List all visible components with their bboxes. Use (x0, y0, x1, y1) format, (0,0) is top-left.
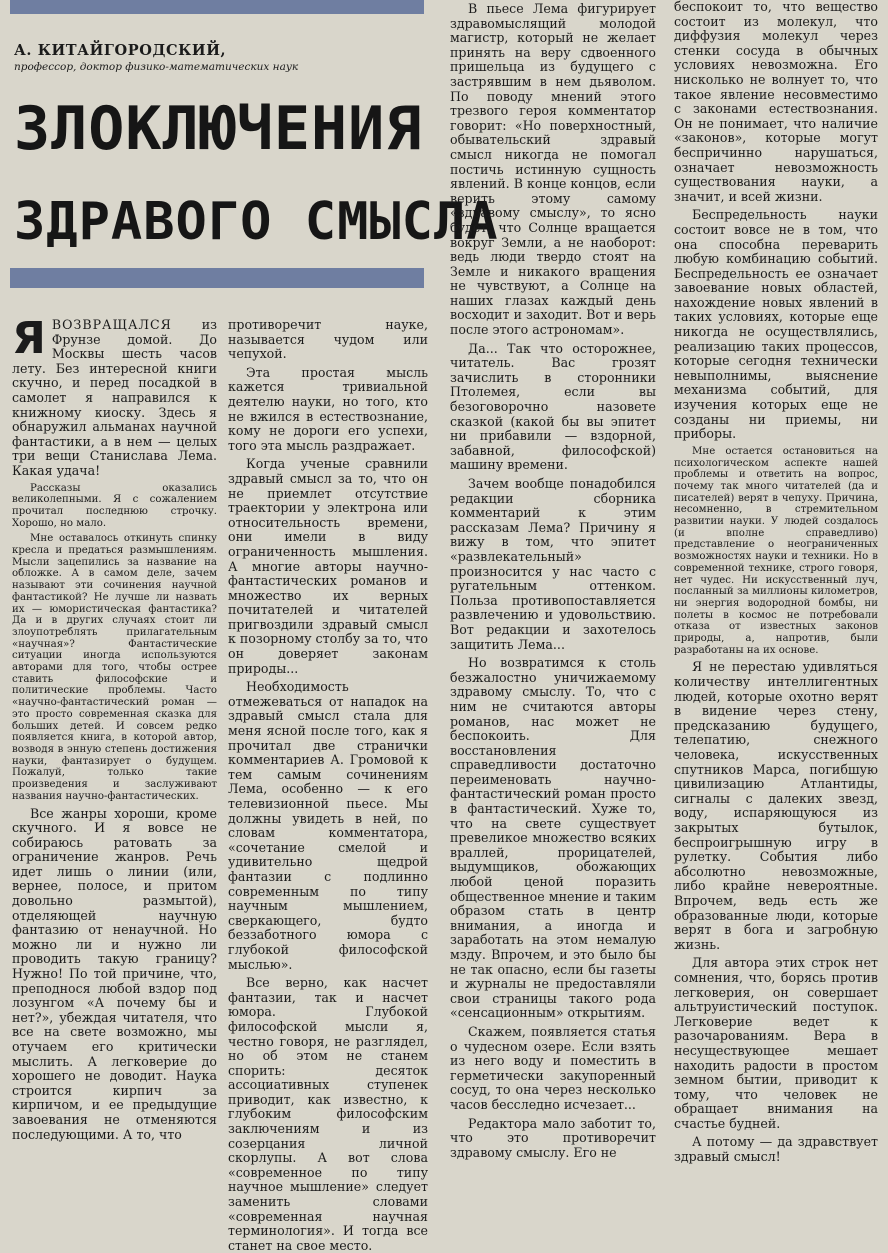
article-column-1 (12, 313, 217, 1142)
paragraph: В пьесе Лема фигурирует здравомыслящий молодой магистр, который не желает принять на веру сдвоенного пришельца из будущего с застрявшим в нем дьяволом. По поводу мнений этого трезвого героя комментатор говорит: «Но поверхностный, обывательский здравый смысл никогда не помогал постичь истинную сущность явлений. В конце концов, если верить этому самому «здравому смыслу», то ясно будет, что Солнце вращается вокруг Земли, а не наоборот: ведь люди твердо стоят на Земле и никакого вращения не чувствуют, а Солнце на наших глазах каждый день восходит и заходит. Вот и верь после этого астрономам». (450, 1, 656, 338)
headline-line-1: ЗЛОКЛЮЧЕНИЯ (14, 94, 423, 164)
paragraph: Но возвратимся к столь безжалостно уничижаемому здравому смыслу. То, что с ним не считаются авторы романов, нас может не беспокоить. Для восстановления справедливости достаточно переименовать научно-фантастический роман просто в фантастический. Хуже то, что на свете существует превеликое множество всяких враллей, прорицателей, выдумщиков, обожающих любой ценой поразить общественное мнение и таким образом стать в центр внимания, а иногда и заработать на этом немалую мзду. Впрочем, и это было бы не так опасно, если бы газеты и журналы не предоставляли свои страницы такого рода «сенсационным» открытиям. (450, 655, 656, 1021)
author-name: А. КИТАЙГОРОДСКИЙ, (14, 42, 227, 59)
author-title: профессор, доктор физико-математических наук (14, 61, 299, 73)
paragraph: Все жанры хороши, кроме скучного. И я вовсе не собираюсь ратовать за ограничение жанров. Речь идет лишь о линии (или, вернее, полосе, и притом довольно размытой), отделяющей научную фантазию от ненаучной. Но можно ли и нужно ли проводить такую границу? Нужно! По той причине, что, преподнося любой вздор под лозунгом «А почему бы и нет?», убеждая читателя, что все на свете возможно, мы отучаем его критически мыслить. А легковерие до хорошего не доводит. Наука строится кирпич за кирпичом, и ее предыдущие завоевания не отменяются последующими. А то, что (12, 805, 217, 1142)
paragraph: Рассказы оказались великолепными. Я с сожалением прочитал последнюю строчку. Хорошо, но мало. (12, 482, 217, 529)
bottom-decorative-rule (10, 268, 424, 288)
drop-cap: Я (12, 313, 46, 364)
lead-word: ВОЗВРАЩАЛСЯ (51, 317, 172, 332)
paragraph: Эта простая мысль кажется тривиальной деятелю науки, но того, кто не вжился в естествознание, кому не дороги его успехи, того эта мысль раздражает. (228, 364, 428, 453)
paragraph: Необходимость отмежеваться от нападок на здравый смысл стала для меня ясной после того, как я прочитал две странички комментариев А. Громовой к тем самым сочинениям Лема, особенно — к его телевизионной пьесе. Мы должны увидеть в ней, по словам комментатора, «сочетание смелой и удивительно щедрой фантазии с подлинно современным по типу научным мышлением, сверкающего, будто беззаботного юмора с глубокой философской мыслью». (228, 679, 428, 972)
paragraph: Да... Так что осторожнее, читатель. Вас грозят зачислить в сторонники Птолемея, если вы безоговорочно назовете сказкой (какой бы вы эпитет ни прибавили — вздорной, забавной, философской) машину времени. (450, 340, 656, 473)
top-decorative-rule (10, 0, 424, 14)
paragraph: противоречит науке, называется чудом или чепухой. (228, 317, 428, 362)
paragraph: Мне остается остановиться на психологическом аспекте нашей проблемы и ответить на вопрос, почему так много читателей (да и писателей) верят в чепуху. Причина, несомненно, в стремительном развитии науки. У людей создалось (и вполне справедливо) представление о неограниченных возможностях науки и техники. Но в современной технике, строго говоря, нет чудес. Ни искусственный луч, посланный за миллионы километров, ни энергия водородной бомбы, ни полеты в космос не потребовали отказа от известных законов природы, а, напротив, были разработаны на их основе. (674, 445, 878, 656)
paragraph-text: из Фрунзе домой. До Москвы шесть часов лету. Без интересной книги скучно, и перед посадкой в самолет я направился к книжному киоску. Здесь я обнаружил альманах научной фантастики, а в нем — целых три вещи Станислава Лема. Какая удача! (12, 317, 217, 478)
paragraph: Скажем, появляется статья о чудесном озере. Если взять из него воду и поместить в герметически закупоренный сосуд, то она через несколько часов бесследно исчезает... (450, 1023, 656, 1112)
paragraph: Я не перестаю удивляться количеству интеллигентных людей, которые охотно верят в видение через стену, предсказанию будущего, телепатию, снежного человека, искусственных спутников Марса, погибшую цивилизацию Атлантиды, сигналы с далеких звезд, воду, испаряющуюся из закрытых бутылок, беспроигрышную игру в рулетку. События либо абсолютно невозможные, либо крайне невероятные. Впрочем, ведь есть же образованные люди, которые верят в бога и загробную жизнь. (674, 659, 878, 952)
paragraph: Беспредельность науки состоит вовсе не в том, что она способна переварить любую комбинацию событий. Беспредельность ее означает завоевание новых областей, нахождение новых явлений в таких условиях, которые еще никогда не осуществлялись, реализацию таких процессов, которые сегодня технически невыполнимы, выяснение механизма событий, для изучения которых еще не созданы ни приемы, ни приборы. (674, 207, 878, 442)
paragraph: Редактора мало заботит то, что это противоречит здравому смыслу. Его не (450, 1115, 656, 1160)
paragraph: Для автора этих строк нет сомнения, что, борясь против легковерия, он совершает альтруистический поступок. Легковерие ведет к разочарованиям. Вера в несуществующее мешает находить радости в простом земном бытии, приводит к тому, что человек не обращает внимания на счастье будней. (674, 955, 878, 1131)
paragraph: беспокоит то, что вещество состоит из молекул, что диффузия молекул через стенки сосуда в обычных условиях невозможна. Его нисколько не волнует то, что такое явление несовместимо с законами естествознания. Он не понимает, что наличие «законов», которые могут беспричинно нарушаться, означает невозможность существования науки, а значит, и всей жизни. (674, 0, 878, 204)
byline (14, 42, 424, 73)
headline-line-2: ЗДРАВОГО СМЫСЛА (14, 192, 499, 252)
paragraph: Когда ученые сравнили здравый смысл за то, что он не приемлет отсутствие траектории у электрона или относительность времени, они имели в виду ограниченность мышления. А многие авторы научно-фантастических романов и множество их верных почитателей и читателей пригвоздили здравый смысл к позорному столбу за то, что он доверяет законам природы... (228, 456, 428, 676)
paragraph: Все верно, как насчет фантазии, так и насчет юмора. Глубокой философской мысли я, честно говоря, не разглядел, но об этом не станем спорить: десяток ассоциативных ступенек приводит, как известно, к глубоким философским заключениям и из созерцания личной скорлупы. А вот слова «современное по типу научное мышление» следует заменить словами «современная научная терминология». И тогда все станет на свое место. (228, 975, 428, 1253)
paragraph: Зачем вообще понадобился редакции сборника комментарий к этим рассказам Лема? Причину я вижу в том, что эпитет «развлекательный» произносится у нас часто с ругательным оттенком. Польза противопоставляется развлечению и удовольствию. Вот редакции и захотелось защитить Лема... (450, 476, 656, 652)
paragraph (12, 313, 217, 479)
article-column-3 (450, 1, 656, 1160)
article-column-2 (228, 317, 428, 1253)
paragraph: Мне оставалось откинуть спинку кресла и предаться размышлениям. Мысли зацепились за название на обложке. А в самом деле, зачем называют эти сочинения научной фантастикой? Не лучше ли назвать их — юмористическая фантастика? Да и в других случаях стоит ли злоупотреблять прилагательным «научная»? Фантастические ситуации иногда используются авторами для того, чтобы острее ставить философские и политические проблемы. Часто «научно-фантастический роман — это просто современная сказка для больших детей. И совсем редко появляется книга, в которой автор, возводя в энную степень достижения науки, фантазирует о будущем. Пожалуй, только такие произведения и заслуживают названия научно-фантастических. (12, 533, 217, 802)
article-column-4 (674, 0, 878, 1165)
closing-line: А потому — да здравствует здравый смысл! (674, 1134, 878, 1165)
